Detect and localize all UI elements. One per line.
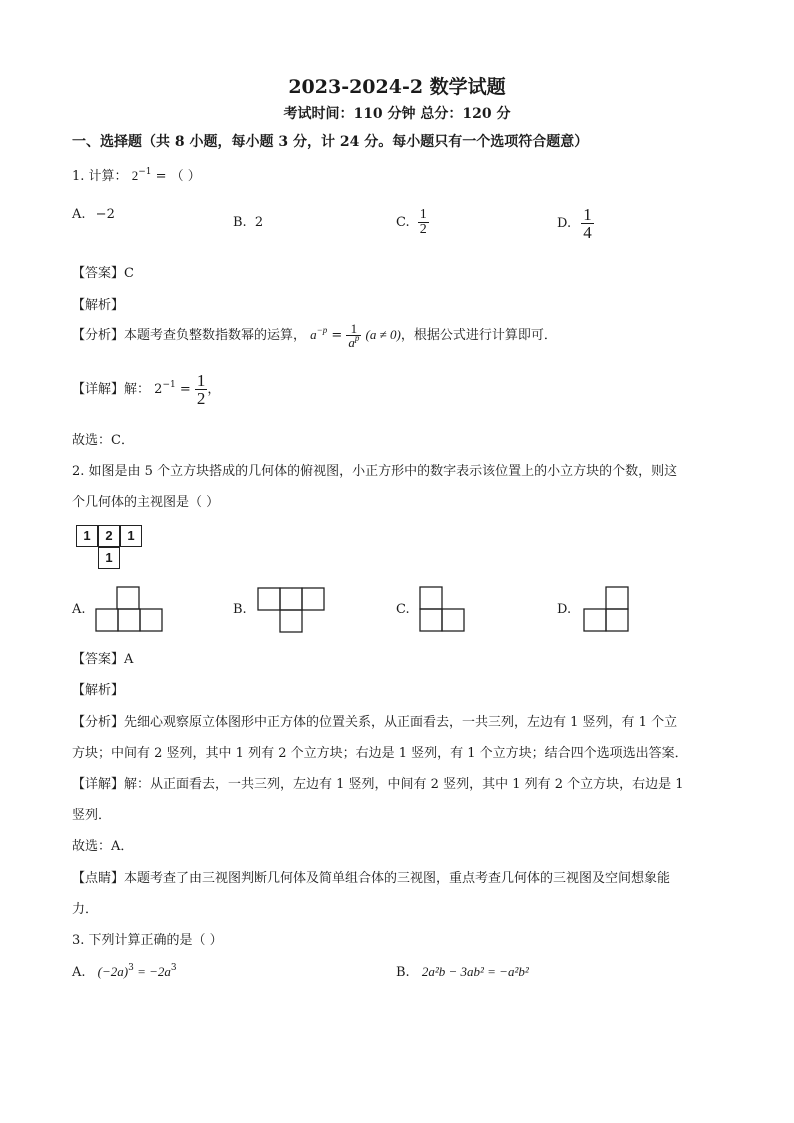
q2-option-b-label[interactable]: B. (233, 602, 247, 617)
option-b-label: B. (233, 215, 247, 230)
q2-option-d-label[interactable]: D. (557, 602, 572, 617)
question-3-option-b[interactable] (396, 964, 529, 980)
option-d-denominator: 4 (583, 223, 592, 242)
q2-option-d-figure[interactable] (583, 586, 631, 632)
grid-value: 1 (105, 550, 113, 565)
formula-equals: = (327, 328, 347, 343)
formula-fraction (346, 322, 361, 349)
option-a[interactable] (72, 207, 115, 222)
q2-option-b-figure[interactable] (257, 587, 327, 633)
page-title: 2023-2024-2 数学试题 (288, 76, 506, 98)
detail-exponent: −1 (162, 380, 176, 390)
q3-option-a-rhs-exp: 3 (170, 963, 177, 973)
q3-option-a-expr: (−2a) (97, 964, 129, 979)
formula-exponent: −p (316, 325, 328, 335)
question-1-base: 2 (131, 168, 139, 183)
question-2-analysis-line-1: 【分析】先细心观察原立体图形中正方体的位置关系，从正面看去，一共三列，左边有 1 竖列，有 1 个立 (72, 715, 678, 730)
option-a-label: A. (72, 207, 86, 222)
formula-numerator: 1 (350, 321, 358, 336)
analysis-suffix: ，根据公式进行计算即可． (400, 328, 557, 343)
option-d[interactable] (557, 206, 594, 241)
detail-denominator: 2 (196, 389, 206, 408)
question-2-detail-line-2: 竖列． (72, 808, 112, 823)
question-1-conclusion: 故选：C． (72, 433, 134, 448)
question-2-detail-line-1: 【详解】解：从正面看去，一共三列，左边有 1 竖列，中间有 2 竖列，其中 1 列有 2 个立方块，右边是 1 (72, 777, 684, 792)
detail-equals: = (175, 382, 195, 397)
q2-option-c-figure[interactable] (419, 586, 467, 632)
question-1-analysis-heading: 【解析】 (72, 298, 125, 313)
detail-tail: ， (207, 382, 221, 397)
option-c-label: C. (396, 215, 410, 230)
grid-value: 1 (83, 528, 91, 543)
detail-numerator: 1 (196, 371, 206, 390)
option-d-label: D. (557, 216, 572, 231)
question-2-stem-line-1: 2. 如图是由 5 个立方块搭成的几何体的俯视图，小正方形中的数字表示该位置上的小立方块的个数，则这 (72, 464, 678, 479)
option-b-value: 2 (254, 215, 264, 230)
question-2-analysis-line-2: 方块；中间有 2 竖列，其中 1 列有 2 个立方块；右边是 1 竖列，有 1 个立方块；结合四个选项选出答案． (72, 746, 688, 761)
q2-option-c-label[interactable]: C. (396, 602, 410, 617)
formula-condition: (a ≠ 0) (365, 327, 401, 342)
question-2-conclusion: 故选：A． (72, 839, 134, 854)
grid-value: 2 (105, 528, 113, 543)
formula-denominator-base: a (348, 335, 355, 350)
detail-base: 2 (154, 382, 163, 397)
q3-option-a-exp: 3 (128, 963, 134, 973)
section-heading: 一、选择题（共 8 小题，每小题 3 分，计 24 分。每小题只有一个选项符合题意） (72, 134, 589, 150)
option-c-fraction (418, 208, 429, 237)
detail-prefix: 【详解】解： (72, 382, 151, 397)
option-d-fraction (581, 206, 594, 241)
option-c-numerator: 1 (419, 207, 427, 222)
question-1-number: 1. 计算： (72, 169, 128, 184)
question-1-detail (72, 372, 220, 407)
question-2-analysis-heading: 【解析】 (72, 683, 125, 698)
q2-option-a-figure[interactable] (95, 586, 165, 632)
question-2-comment-line-2: 力． (72, 902, 99, 917)
question-1-stem (72, 165, 201, 184)
option-c-denominator: 2 (419, 222, 427, 237)
formula-base: a (310, 327, 317, 342)
option-b[interactable] (233, 215, 263, 230)
q3-option-b-label: B. (396, 965, 410, 980)
question-2-answer: 【答案】A (72, 652, 134, 667)
question-3-option-a[interactable] (72, 964, 177, 980)
q3-option-b-expr: 2a²b − 3ab² = −a²b² (421, 964, 529, 979)
question-1-analysis (72, 322, 557, 349)
question-2-stem-line-2: 个几何体的主视图是（ ） (72, 495, 220, 510)
top-view-grid (76, 525, 146, 571)
option-a-value: −2 (95, 207, 115, 222)
option-c[interactable] (396, 208, 429, 237)
question-3-stem: 3. 下列计算正确的是（ ） (72, 933, 223, 948)
q2-option-a-label[interactable]: A. (72, 602, 86, 617)
analysis-prefix: 【分析】本题考查负整数指数幂的运算， (72, 328, 307, 343)
grid-value: 1 (127, 528, 135, 543)
option-d-numerator: 1 (583, 205, 592, 224)
detail-fraction (195, 372, 208, 407)
exam-info: 考试时间：110 分钟 总分：120 分 (283, 106, 511, 122)
question-2-comment-line-1: 【点睛】本题考查了由三视图判断几何体及简单组合体的三视图，重点考查几何体的三视图及空间想象能 (72, 871, 671, 886)
question-1-exponent: −1 (138, 167, 152, 177)
formula-denominator-exp: p (354, 333, 360, 343)
q3-option-a-label: A. (72, 965, 86, 980)
q3-option-a-rhs: = −2a (133, 964, 171, 979)
question-1-tail: = （ ） (155, 169, 201, 184)
question-1-answer: 【答案】C (72, 266, 134, 281)
